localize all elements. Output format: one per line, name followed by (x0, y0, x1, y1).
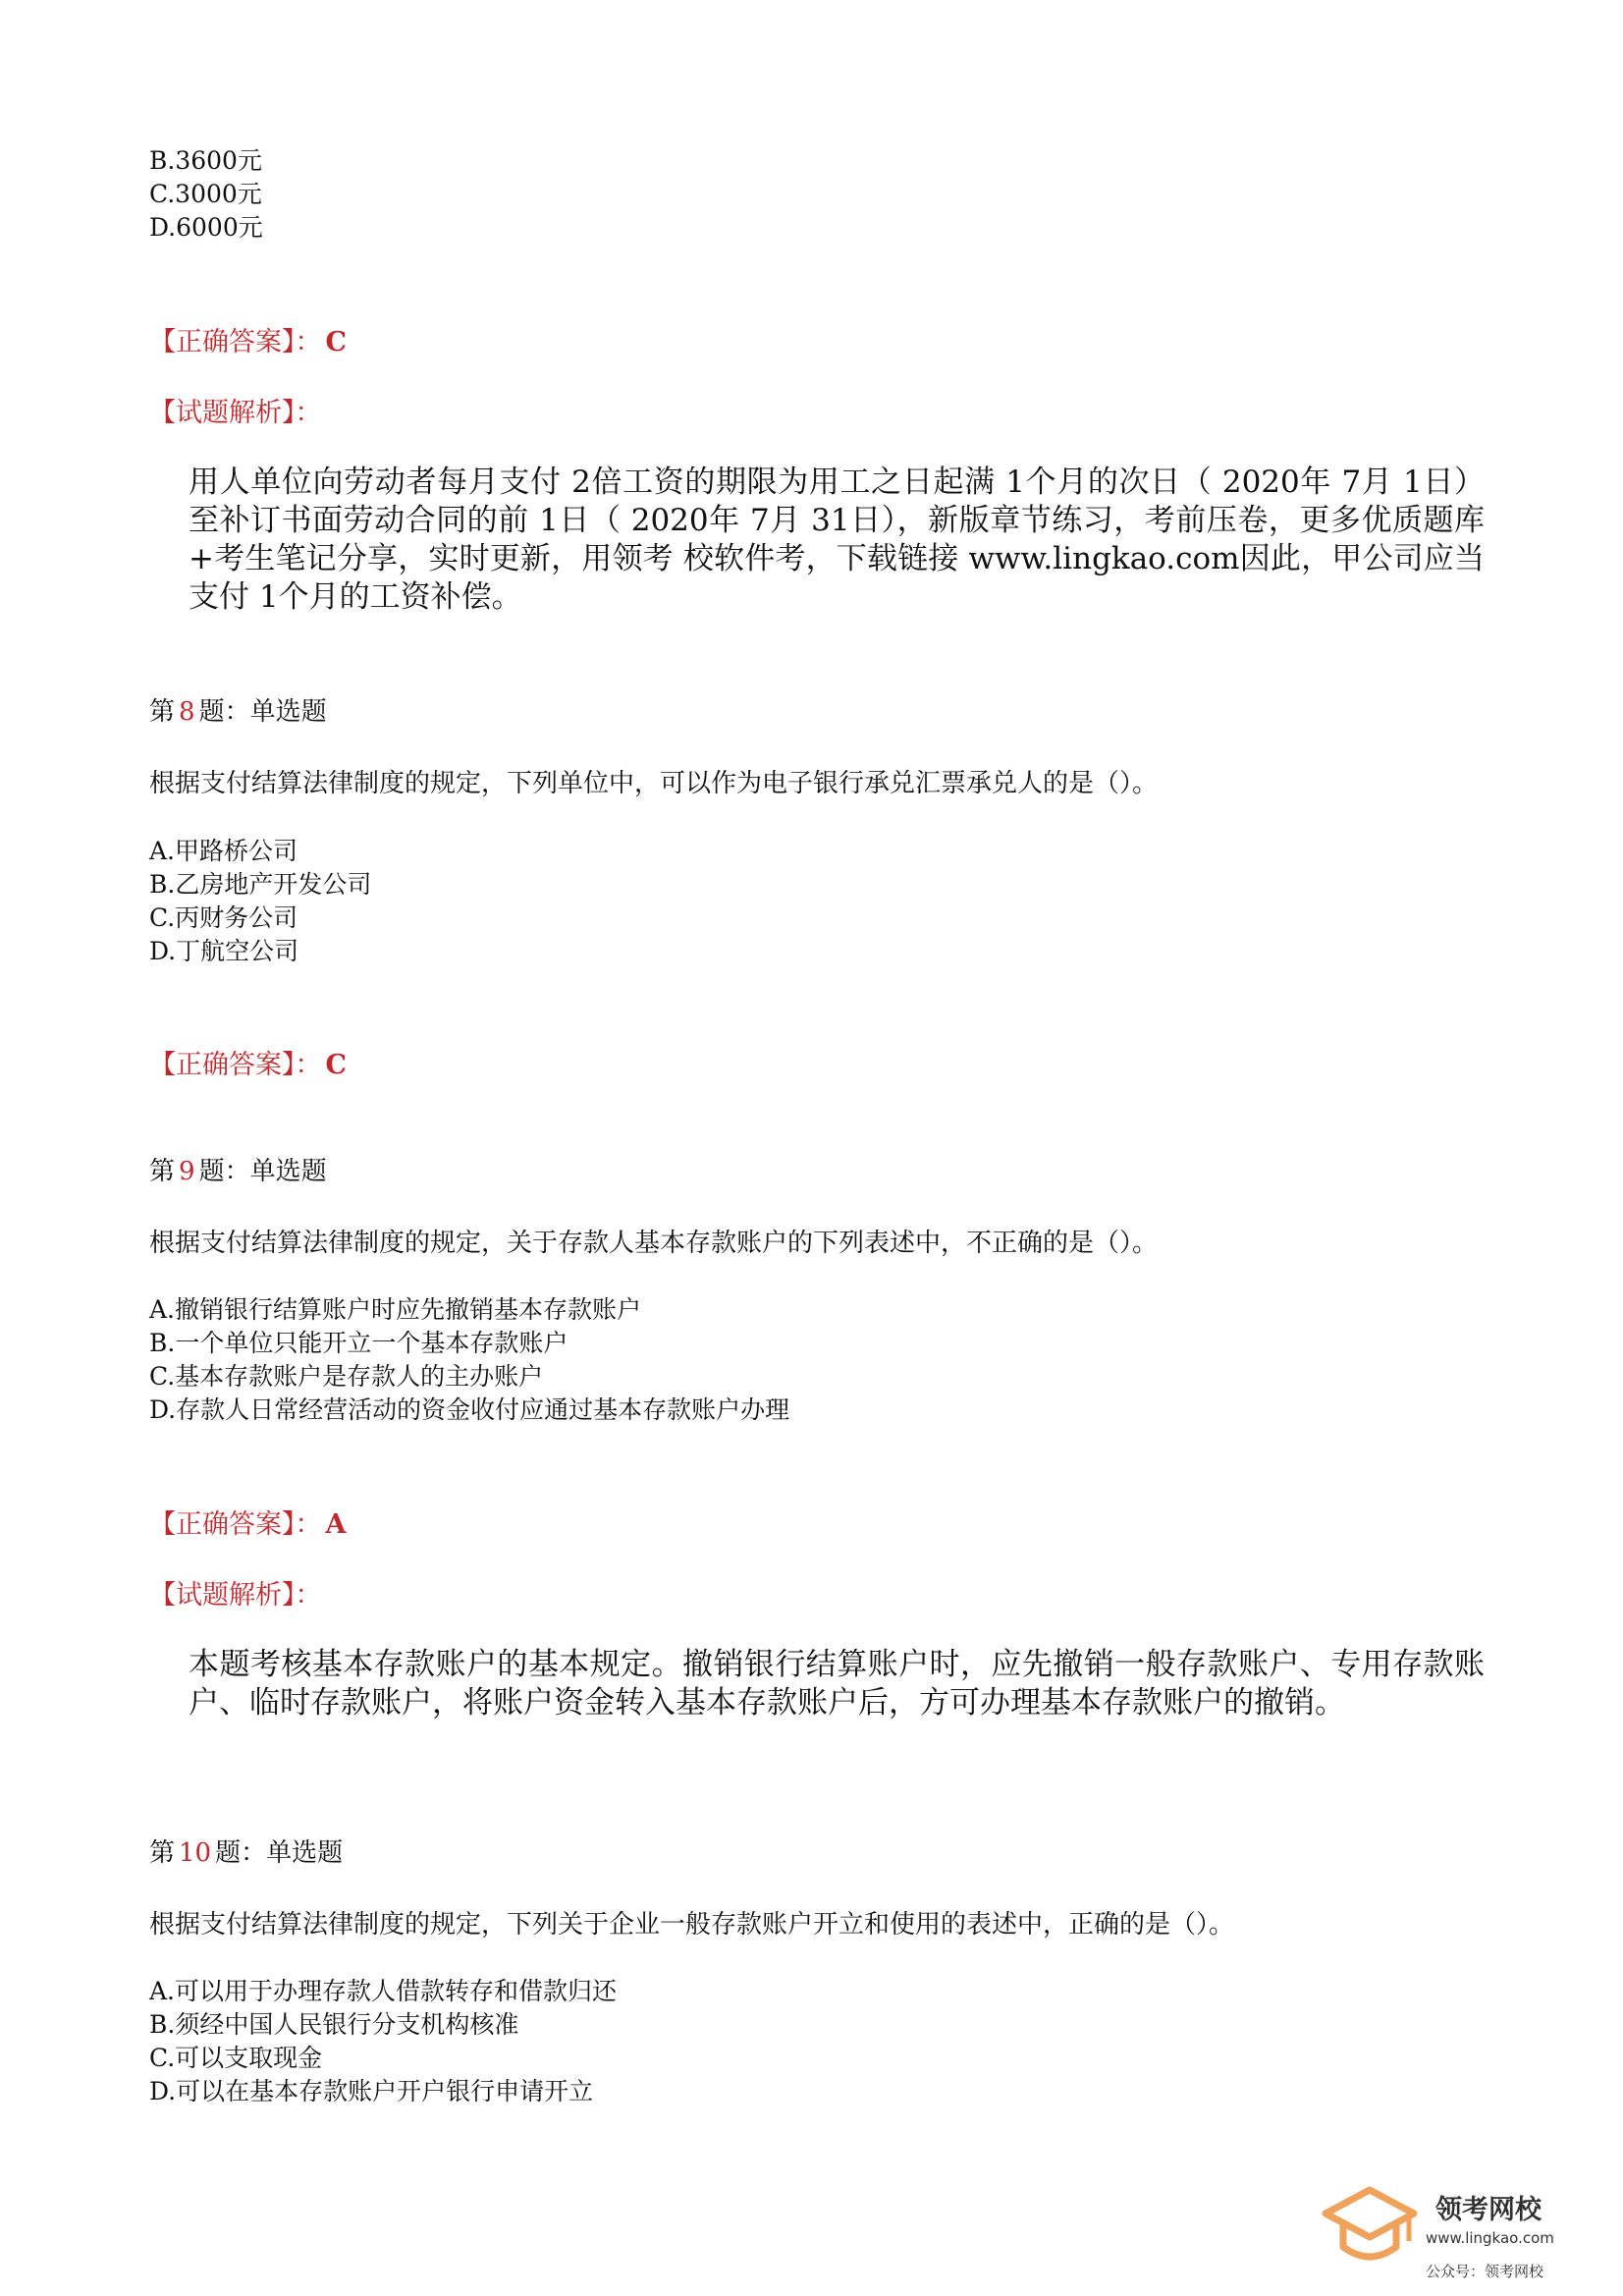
option-a: A.可以用于办理存款人借款转存和借款归还 (149, 1977, 618, 2005)
question-type: 题：单选题 (215, 1838, 344, 1868)
q9-stem: 根据支付结算法律制度的规定，关于存款人基本存款账户的下列表述中，不正确的是（）。 (149, 1229, 1159, 1258)
option-c: C.基本存款账户是存款人的主办账户 (149, 1362, 544, 1391)
question-number: 9 (179, 1157, 195, 1186)
watermark-wechat: 公众号：领考网校 (1426, 2263, 1544, 2280)
q9-options (149, 1293, 789, 1427)
q9-answer (149, 1503, 346, 1541)
answer-label: 【正确答案】： (149, 1050, 322, 1080)
option-b: B.乙房地产开发公司 (149, 870, 372, 899)
q-prefix: 第 (149, 1157, 176, 1186)
q10-stem: 根据支付结算法律制度的规定，下列关于企业一般存款账户开立和使用的表述中，正确的是（）。 (149, 1910, 1235, 1940)
q10-options (149, 1975, 617, 2108)
q7-answer (149, 320, 347, 358)
q-prefix: 第 (149, 1838, 176, 1868)
option-a: A.甲路桥公司 (149, 837, 298, 865)
q8-answer (149, 1043, 347, 1081)
option-c: C.可以支取现金 (149, 2044, 323, 2072)
q9-analysis-text: 本题考核基本存款账户的基本规定。撤销银行结算账户时，应先撤销一般存款账户、专用存款账户、临时存款账户，将账户资金转入基本存款账户后，方可办理基本存款账户的撤销。 (189, 1647, 1485, 1721)
answer-letter: C (325, 327, 347, 357)
question-type: 题：单选题 (198, 697, 327, 727)
watermark-name: 领考网校 (1435, 2195, 1542, 2225)
answer-letter: C (325, 1050, 347, 1080)
option-b: B.须经中国人民银行分支机构核准 (149, 2010, 519, 2039)
answer-letter: A (325, 1509, 347, 1540)
q9-analysis-label: 【试题解析】： (149, 1580, 322, 1611)
q-prefix: 第 (149, 697, 176, 727)
option-c: C.3000元 (149, 180, 262, 208)
q7-options (149, 144, 263, 245)
option-d: D.可以在基本存款账户开户银行申请开立 (149, 2077, 594, 2105)
question-number: 10 (179, 1838, 212, 1868)
q9-header (149, 1151, 327, 1187)
option-b: B.3600元 (149, 146, 262, 175)
q8-options (149, 835, 371, 968)
q7-analysis-text: 用人单位向劳动者每月支付 2倍工资的期限为用工之日起满 1个月的次日（ 2020年 7月 1日）至补订书面劳动合同的前 1日（ 2020年 7月 31日），新版章节练习，考前压卷，更多优质题库+考生笔记分享，实时更新，用领考 校软件考，下载链接 www.lingkao.com因此，甲公司应当支付 1个月的工资补偿。 (189, 465, 1485, 615)
option-c: C.丙财务公司 (149, 903, 298, 932)
option-b: B.一个单位只能开立一个基本存款账户 (149, 1329, 568, 1357)
option-d: D.6000元 (149, 213, 263, 242)
option-d: D.丁航空公司 (149, 937, 299, 965)
question-type: 题：单选题 (198, 1157, 327, 1186)
option-a: A.撤销银行结算账户时应先撤销基本存款账户 (149, 1295, 642, 1324)
graduation-cap-icon (1316, 2180, 1424, 2278)
q8-stem: 根据支付结算法律制度的规定，下列单位中，可以作为电子银行承兑汇票承兑人的是（）。 (149, 769, 1159, 798)
watermark-url: www.lingkao.com (1426, 2229, 1554, 2247)
q8-header (149, 691, 327, 728)
watermark-logo (1316, 2180, 1610, 2288)
answer-label: 【正确答案】： (149, 327, 322, 357)
option-d: D.存款人日常经营活动的资金收付应通过基本存款账户办理 (149, 1395, 790, 1424)
q10-header (149, 1832, 343, 1869)
question-number: 8 (179, 697, 195, 727)
q7-analysis-label: 【试题解析】： (149, 398, 322, 428)
answer-label: 【正确答案】： (149, 1509, 322, 1540)
